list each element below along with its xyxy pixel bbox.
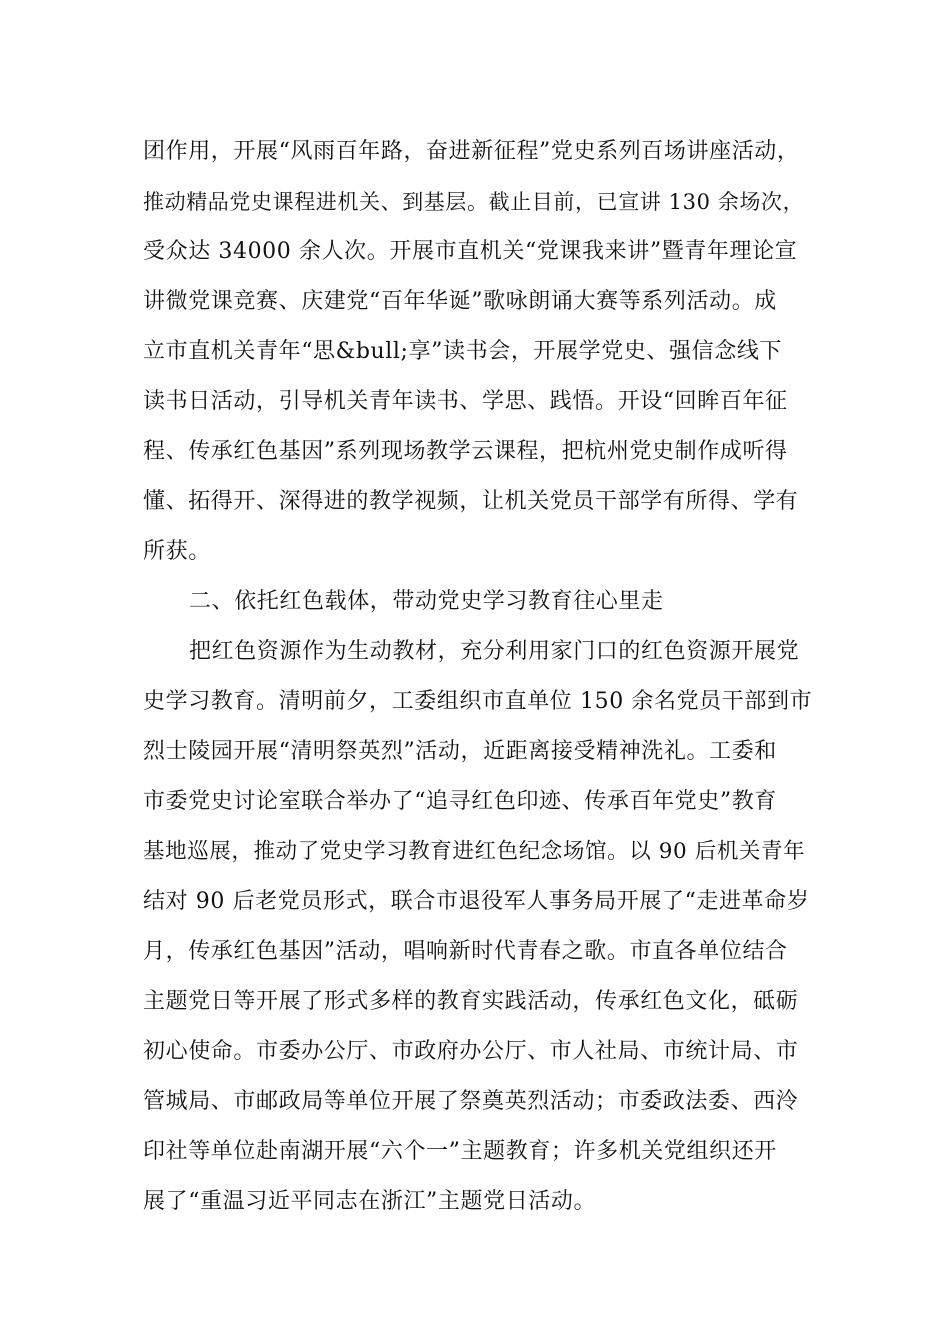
paragraph-line	[143, 536, 211, 568]
line-text: 懂、拓得开、深得进的教学视频，让机关党员干部学有所得、学有	[143, 489, 799, 514]
line-text: 基地巡展，推动了党史学习教育进红色纪念场馆。以 90 后机关青年	[143, 839, 806, 864]
paragraph-line	[143, 1136, 777, 1168]
paragraph-line	[143, 686, 812, 718]
line-text: 读书日活动，引导机关青年读书、学思、践悟。开设“回眸百年征	[143, 389, 788, 414]
line-text: 把红色资源作为生动教材，充分利用家门口的红色资源开展党	[189, 639, 800, 664]
paragraph-line	[143, 336, 782, 368]
heading-text: 二、依托红色载体，带动党史学习教育往心里走	[189, 589, 664, 614]
paragraph-line	[143, 136, 815, 168]
paragraph-line	[143, 1086, 798, 1118]
paragraph-line	[143, 1186, 596, 1218]
section-heading	[189, 586, 664, 618]
line-text: 立市直机关青年“思&bull;享”读书会，开展学党史、强信念线下	[143, 339, 783, 364]
line-text: 月，传承红色基因”活动，唱响新时代青春之歌。市直各单位结合	[143, 939, 788, 964]
paragraph-line	[143, 886, 809, 918]
line-text: 团作用，开展“风雨百年路，奋进新征程”党史系列百场讲座活动，	[143, 139, 800, 164]
line-text: 印社等单位赴南湖开展“六个一”主题教育；许多机关党组织还开	[143, 1139, 777, 1164]
line-text: 推动精品党史课程进机关、到基层。截止目前，已宣讲 130 余场次，	[143, 190, 805, 214]
paragraph-line	[143, 436, 788, 468]
line-text: 初心使命。市委办公厅、市政府办公厅、市人社局、市统计局、市	[143, 1039, 799, 1064]
paragraph-line	[143, 936, 788, 968]
paragraph-line	[143, 986, 798, 1018]
line-text: 史学习教育。清明前夕，工委组织市直单位 150 余名党员干部到市	[143, 689, 813, 714]
line-text: 程、传承红色基因”系列现场教学云课程，把杭州党史制作成听得	[143, 439, 788, 464]
line-text: 所获。	[143, 539, 211, 564]
paragraph-line	[143, 1036, 798, 1068]
paragraph-line	[143, 486, 798, 518]
paragraph-line	[143, 386, 788, 418]
line-text: 主题党日等开展了形式多样的教育实践活动，传承红色文化，砥砺	[143, 989, 799, 1014]
paragraph-line	[143, 736, 777, 768]
paragraph-line	[143, 786, 777, 818]
paragraph-line	[143, 236, 797, 268]
line-text: 展了“重温习近平同志在浙江”主题党日活动。	[143, 1189, 597, 1214]
line-text: 受众达 34000 余人次。开展市直机关“党课我来讲”暨青年理论宣	[143, 239, 798, 264]
line-text: 讲微党课竞赛、庆建党“百年华诞”歌咏朗诵大赛等系列活动。成	[143, 289, 777, 314]
line-text: 市委党史讨论室联合举办了“追寻红色印迹、传承百年党史”教育	[143, 789, 777, 814]
paragraph-line	[143, 186, 804, 218]
paragraph-line	[189, 636, 799, 668]
line-text: 烈士陵园开展“清明祭英烈”活动，近距离接受精神洗礼。工委和	[143, 739, 777, 764]
line-text: 管城局、市邮政局等单位开展了祭奠英烈活动；市委政法委、西泠	[143, 1089, 799, 1114]
paragraph-line	[143, 286, 777, 318]
line-text: 结对 90 后老党员形式，联合市退役军人事务局开展了“走进革命岁	[143, 889, 810, 914]
paragraph-line	[143, 836, 805, 868]
